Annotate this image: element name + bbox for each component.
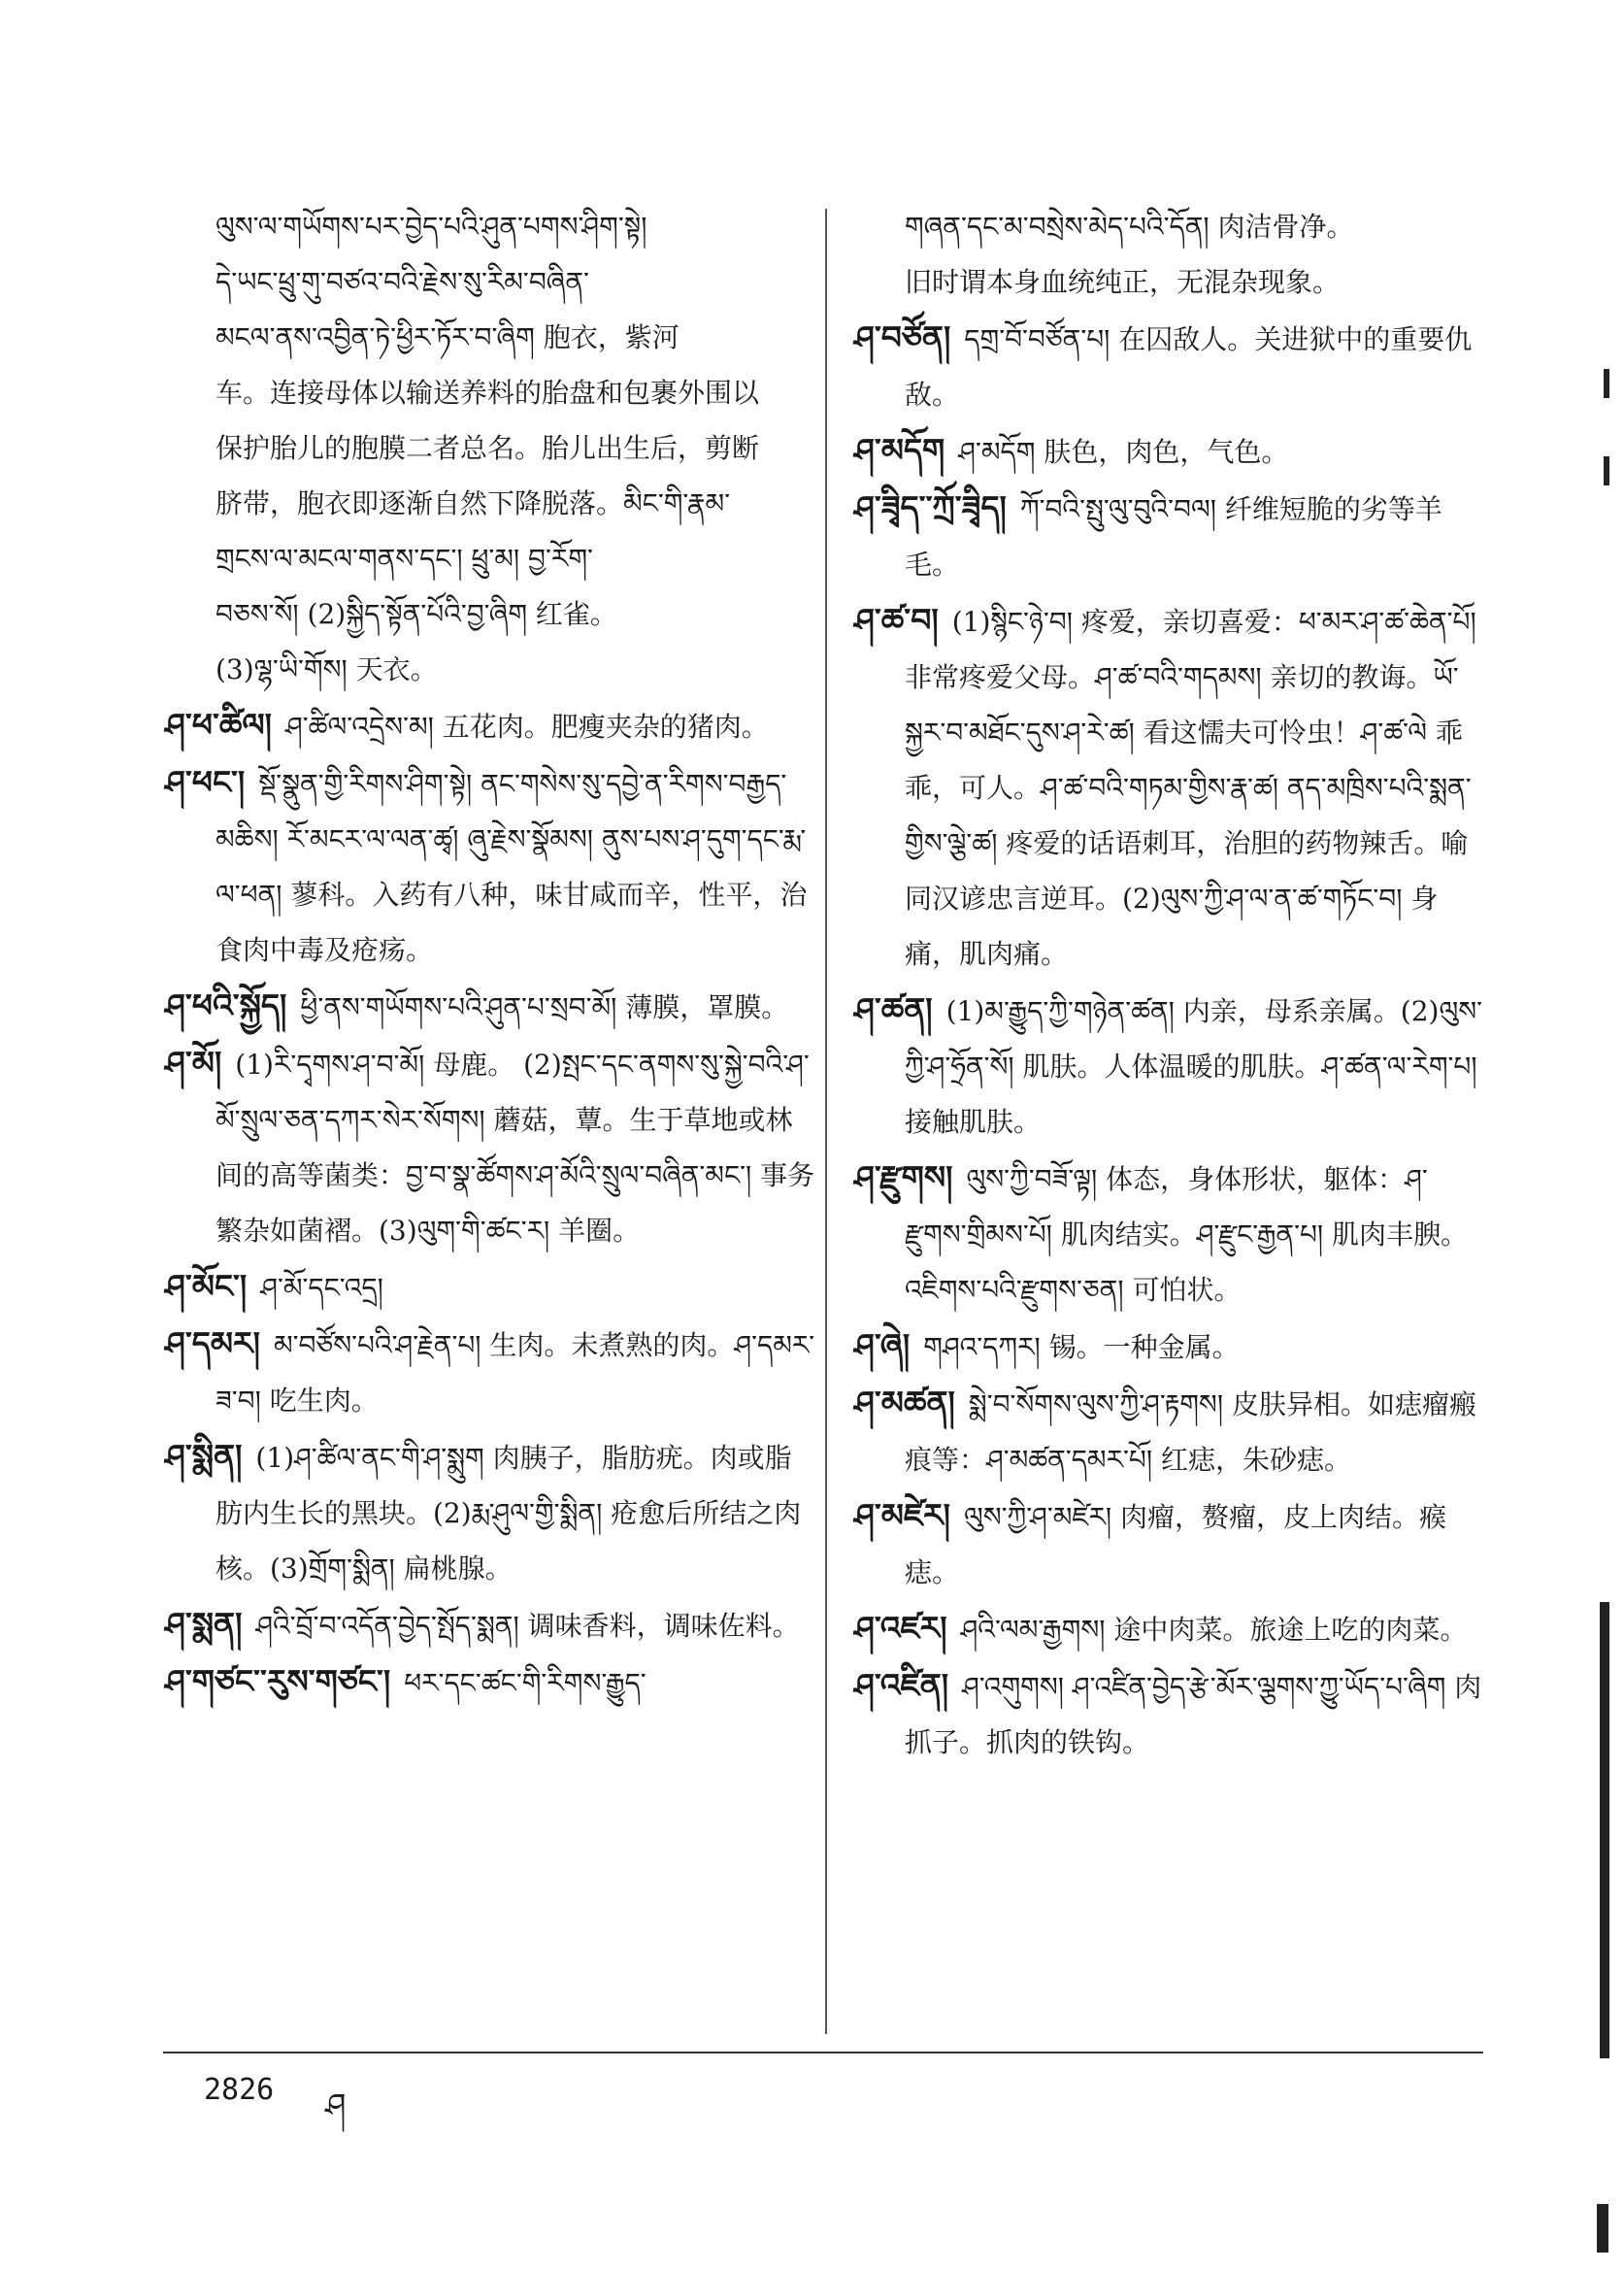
definition: ཤ་ཚིལ་འདྲེས་མ། 五花肉。肥瘦夹杂的猪肉。 xyxy=(285,711,769,743)
column-divider xyxy=(825,209,827,2034)
right-column xyxy=(854,199,1483,1770)
headword: ཤ་ཕ་ཚིལ། xyxy=(165,706,272,744)
scan-edge-mark xyxy=(1604,369,1609,398)
continued-line: གྲངས་ལ་མངལ་གནས་དང་། ཕྲུ་མ། བྱ་རོག་ xyxy=(215,543,593,575)
dictionary-entry xyxy=(854,1487,1483,1600)
headword: ཤ་ཚ་བ། xyxy=(854,601,939,639)
headword: ཤ་མཚན། xyxy=(854,1384,955,1421)
dictionary-entry xyxy=(165,697,815,754)
scan-edge-mark xyxy=(1597,2204,1608,2253)
definition: (1)སྙིང་ཉེ་བ། 疼爱，亲切喜爱：ཕ་མར་ཤ་ཚ་ཆེན་པོ། 非常疼爱父母。ཤ་ཚ་བའི་གདམས། 亲切的教诲。ཡོ་སྐྱར་བ་མཐོང་དུས་ཤ་རེ་ཚ། 看这懦夫可怜虫！ཤ་ཚ་ལེ 乖乖，可人。ཤ་ཚ་བའི་གཏམ་གྱིས་རྣ་ཚ། ནད་མཁྲིས་པའི་སྨན་གྱིས་ལྕེ་ཚ། 疼爱的话语刺耳，治胆的药物辣舌。喻同汉谚忠言逆耳。(2)ལུས་ཀྱི་ཤ་ལ་ན་ཚ་གཏོང་བ། 身痛，肌肉痛。 xyxy=(905,606,1476,970)
headword: ཤ་དམར། xyxy=(165,1324,260,1362)
headword: ཤ་སྨིན། xyxy=(165,1437,243,1475)
definition: ཤ་འགུགས། ཤ་འཛིན་བྱེད་རྩེ་མོར་ལྕགས་ཀྱུ་ཡོད་པ་ཞིག 肉抓子。抓肉的铁钩。 xyxy=(905,1671,1482,1758)
dictionary-entry xyxy=(165,1428,815,1596)
continued-line: ལུས་ལ་གཡོགས་པར་བྱེད་པའི་ཤུན་པགས་ཤིག་སྟེ། xyxy=(215,211,647,243)
headword: ཤ་ཚན། xyxy=(854,990,933,1028)
definition: ཤ་མོ་དང་འདྲ། xyxy=(260,1272,383,1304)
definition: སྡོ་སྣུན་གྱི་རིགས་ཤིག་སྟེ། ནང་གསེས་སུ་དབྱེ་ན་རིགས་བརྒྱད་མཆིས། རོ་མངར་ལ་ལན་ཚྭ། ཞུ་རྗེས་སྣོམས། ནུས་པས་ཤ་དུག་དང་རྨ་ལ་ཕན། 蓼科。入药有八种，味甘咸而辛，性平，治食肉中毒及疮疡。 xyxy=(215,768,808,966)
dictionary-entry xyxy=(165,1035,815,1258)
headword: ཤ་བཙོན། xyxy=(854,318,951,356)
definition: ཤ་མདོག 肤色，肉色，气色。 xyxy=(958,436,1289,468)
definition: (1)ཤ་ཚིལ་ནང་གི་ཤ་སྨུག 肉胰子，脂肪疣。肉或脂肪内生长的黑块。(2)རྨ་ཤུལ་གྱི་སྨིན། 疮愈后所结之肉核。(3)གྲོག་སྨིན། 扁桃腺。 xyxy=(215,1442,802,1585)
headword: ཤ་མོ། xyxy=(165,1044,222,1082)
definition: ཤའི་ལམ་རྒྱགས། 途中肉菜。旅途上吃的肉菜。 xyxy=(960,1614,1468,1646)
headword: ཤ་ཞེ། xyxy=(854,1326,911,1364)
dictionary-entry xyxy=(854,310,1483,422)
dictionary-entry xyxy=(165,754,815,978)
left-column xyxy=(165,199,815,1711)
definition: ལུས་ཀྱི་བཟོ་ལྟ། 体态，身体形状，躯体：ཤ་རྫུགས་གྲིམས་པོ། 肌肉结实。ཤ་རྫུང་རྒྱན་པ། 肌肉丰腴。འཇིགས་པའི་རྫུགས་ཅན། 可怕状。 xyxy=(905,1163,1469,1306)
dictionary-entry xyxy=(165,1316,815,1428)
continued-line: མངལ་ནས་འབྱིན་ཏེ་ཕྱིར་ཏོར་བ་ཞིག 胞衣，紫河 xyxy=(215,321,679,353)
dictionary-entry xyxy=(854,592,1483,982)
definition: དགྲ་བོ་བཙོན་པ། 在囚敌人。关进狱中的重要仇敌。 xyxy=(905,323,1473,411)
scan-edge-mark xyxy=(1604,456,1609,485)
definition: མ་བཙོས་པའི་ཤ་རྗེན་པ། 生肉。未煮熟的肉。ཤ་དམར་ཟ་བ། 吃生肉。 xyxy=(215,1329,815,1417)
definition: ཀོ་བའི་སྤུ་ལུ་བུའི་བལ། 纤维短脆的劣等羊毛。 xyxy=(905,493,1442,581)
dictionary-entry xyxy=(854,422,1483,480)
dictionary-entry xyxy=(854,1318,1483,1375)
continued-line: 脐带，胞衣即逐渐自然下降脱落。མིང་གི་རྣམ་ xyxy=(215,487,731,519)
headword: ཤ་མཛེར། xyxy=(854,1496,950,1534)
definition: ཤའི་བྲོ་བ་འདོན་བྱེད་སྤོད་སྨན། 调味香料，调味佐料。 xyxy=(255,1610,800,1642)
continued-line: 旧时谓本身血统纯正，无混杂现象。 xyxy=(905,266,1341,298)
definition: ལུས་ཀྱི་ཤ་མཛེར། 肉瘤，赘瘤，皮上肉结。瘊痣。 xyxy=(905,1501,1447,1588)
headword: ཤ་གཙང་་རུས་གཙང་། xyxy=(165,1662,391,1700)
dictionary-entry xyxy=(165,1596,815,1653)
continued-line: གཞན་དང་མ་བསྲེས་མེད་པའི་དོན། 肉洁骨净。 xyxy=(905,211,1354,243)
definition: (1)མ་རྒྱུད་ཀྱི་གཉེན་ཚན། 内亲，母系亲属。(2)ལུས་ཀྱི་ཤ་ཧྲོན་སོ། 肌肤。人体温暖的肌肤。ཤ་ཚན་ལ་རེག་པ། 接触肌肤。 xyxy=(905,995,1483,1138)
dictionary-entry xyxy=(854,480,1483,592)
definition: ཕར་དང་ཚང་གི་རིགས་རྒྱུད་ xyxy=(404,1667,646,1699)
dictionary-entry xyxy=(854,1600,1483,1657)
dictionary-entry xyxy=(854,1150,1483,1318)
continued-line: 保护胎儿的胞膜二者总名。胎儿出生后，剪断 xyxy=(215,432,760,464)
headword: ཤ་ཕའི་སྐྱོད། xyxy=(165,986,287,1024)
headword: ཤ་འཛར། xyxy=(854,1609,947,1647)
headword: ཤ་འཛིན། xyxy=(854,1666,949,1704)
definition: གཤའ་དཀར། 锡。一种金属。 xyxy=(923,1331,1240,1363)
dictionary-entry xyxy=(854,1375,1483,1487)
section-letter: ཤ xyxy=(325,2086,347,2125)
headword: ཤ་རྫུགས། xyxy=(854,1158,953,1196)
page-number: 2826 xyxy=(204,2073,275,2107)
dictionary-entry xyxy=(165,1653,815,1711)
continued-line: 车。连接母体以输送养料的胎盘和包裹外围以 xyxy=(215,377,760,409)
dictionary-entry xyxy=(854,982,1483,1150)
scan-edge-mark xyxy=(1600,1602,1609,2058)
headword: ཤ་མོང་། xyxy=(165,1267,248,1305)
continued-line: དེ་ཡང་ཕྲུ་གུ་བཙའ་བའི་རྗེས་སུ་རིམ་བཞིན་ xyxy=(215,266,589,298)
continued-line: (3)ལྷ་ཡི་གོས། 天衣。 xyxy=(215,653,438,685)
headword: ཤ་སྨན། xyxy=(165,1605,243,1643)
dictionary-entry xyxy=(165,978,815,1035)
definition: (1)རི་དྭགས་ཤ་བ་མོ། 母鹿。 (2)སྤང་དང་ནགས་སུ་སྐྱེ་བའི་ཤ་མོ་སྲུལ་ཅན་དཀར་སེར་སོགས། 蘑菇，蕈。生于草地或林间的高等菌类：བྱ་བ་སྣ་ཚོགས་ཤ་མོའི་སྲུལ་བཞིན་མང་། 事务繁杂如菌褶。(3)ལུག་གི་ཚང་ར། 羊圈。 xyxy=(215,1049,815,1247)
headword: ཤ་མདོག xyxy=(854,431,945,469)
headword: ཤ་ཕང་། xyxy=(165,763,246,801)
footer-rule xyxy=(163,2052,1483,2053)
definition: སྨེ་བ་སོགས་ལུས་ཀྱི་ཤ་རྟགས། 皮肤异相。如痣瘤瘢痕等：ཤ་མཚན་དམར་པོ། 红痣，朱砂痣。 xyxy=(905,1388,1476,1476)
headword: ཤ་ཟྭིད་་ཀྲོ་ཟྭིད། xyxy=(854,488,1007,526)
continued-line: བཅས་སོ། (2)སྐྱིད་སྟོན་པོའི་བྱ་ཞིག 红雀。 xyxy=(215,598,617,630)
dictionary-entry xyxy=(854,1657,1483,1770)
definition: ཕྱི་ནས་གཡོགས་པའི་ཤུན་པ་སྲབ་མོ། 薄膜，罩膜。 xyxy=(300,991,789,1023)
dictionary-entry xyxy=(165,1258,815,1316)
